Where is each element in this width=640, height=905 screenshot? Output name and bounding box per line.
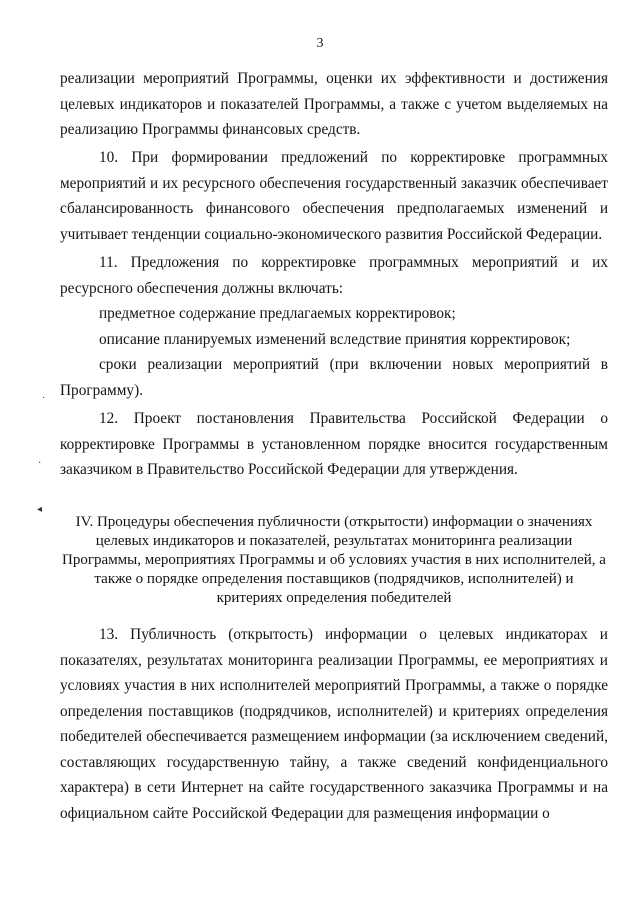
intro-paragraph: реализации мероприятий Программы, оценки их эффективности и достижения целевых индикаторов и показателей Программы, а также с учетом выделяемых на реализацию Программы финансовых средств. bbox=[60, 70, 608, 138]
paragraph-12: 12. Проект постановления Правительства Российской Федерации о корректировке Программы в установленном порядке вносится государственным заказчиком в Правительство Российской Федерации для утверждения. bbox=[60, 410, 608, 478]
paragraph-13: 13. Публичность (открытость) информации о целевых индикаторах и показателях, результатах мониторинга реализации Программы, ее мероприятиях и условиях участия в них исполнителей мероприятий Программы, а также о порядке определения поставщиков (подрядчиков, исполнителей) и критериях определения победителей обеспечивается размещением информации (за исключением сведений, составляющих государственную тайну, а также сведений конфиденциального характера) в сети Интернет на сайте государственного заказчика Программы и на официальном сайте Российской Федерации для размещения информации о bbox=[60, 626, 608, 822]
scan-speck: · bbox=[38, 458, 42, 469]
scan-speck: ◂ bbox=[37, 504, 43, 515]
paragraph-11: 11. Предложения по корректировке программных мероприятий и их ресурсного обеспечения должны включать: bbox=[60, 254, 608, 297]
list-item: предметное содержание предлагаемых корректировок; bbox=[99, 305, 456, 322]
paragraph-10-block bbox=[60, 145, 608, 247]
paragraph-11-block bbox=[60, 250, 608, 403]
paragraph-12-block bbox=[60, 406, 608, 483]
intro-paragraph-block bbox=[60, 66, 608, 143]
paragraph-13-block bbox=[60, 622, 608, 826]
list-item: сроки реализации мероприятий (при включении новых мероприятий в Программу). bbox=[60, 356, 608, 399]
list-item: описание планируемых изменений вследствие принятия корректировок; bbox=[99, 330, 571, 348]
page-number: 3 bbox=[316, 36, 324, 51]
scan-speck: · bbox=[42, 393, 46, 404]
paragraph-10: 10. При формировании предложений по корректировке программных мероприятий и их ресурсного обеспечения государственный заказчик обеспечивает сбалансированность финансового обеспечения предполагаемых изменений и учитывает тенденции социально-экономического развития Российской Федерации. bbox=[60, 149, 608, 243]
section-heading: IV. Процедуры обеспечения публичности (открытости) информации о значениях целевых индикаторов и показателей, результатах мониторинга реализации Программы, мероприятиях Программы и об условиях участия в них исполнителей, а также о порядке определения поставщиков (подрядчиков, исполнителей) и критериях определения победителей bbox=[62, 514, 606, 606]
